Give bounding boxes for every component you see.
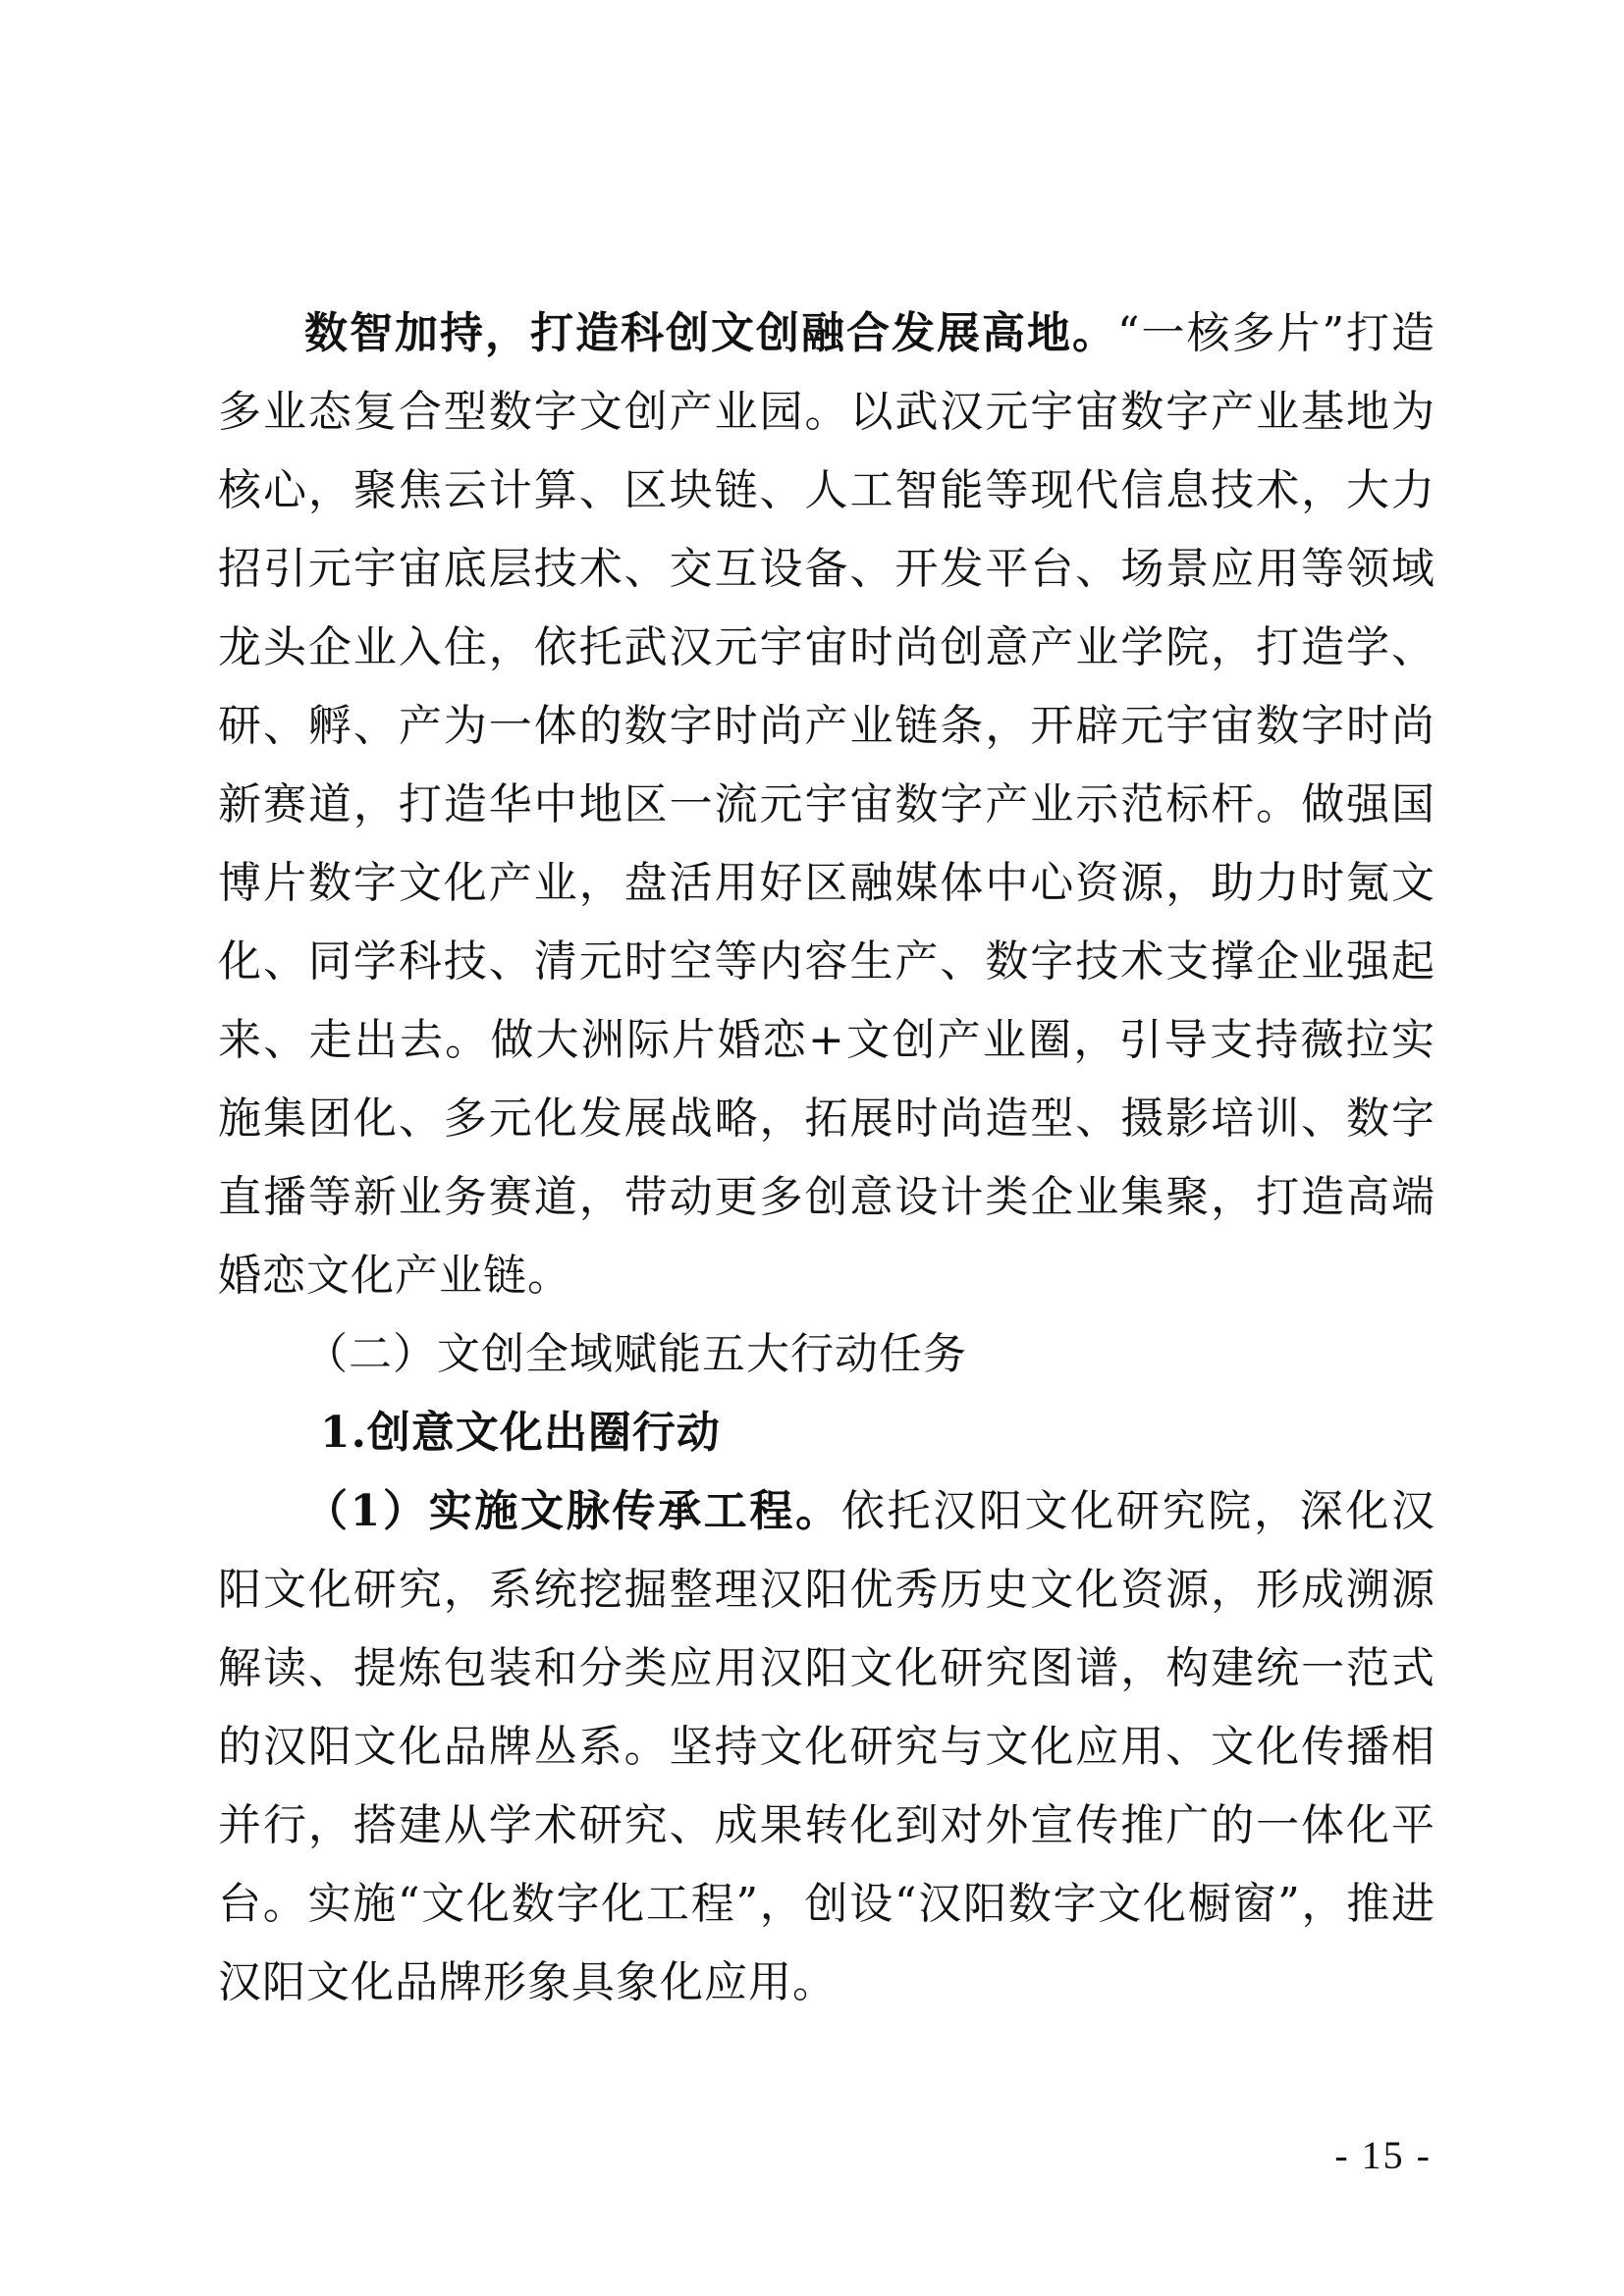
paragraph-heritage: [218, 1472, 1435, 2022]
paragraph-digital-innovation: [218, 294, 1435, 1315]
paragraph-body-digital-innovation: “一核多片”打造多业态复合型数字文创产业园。以武汉元宇宙数字产业基地为核心，聚焦云计算、区块链、人工智能等现代信息技术，大力招引元宇宙底层技术、交互设备、开发平台、场景应用等领域龙头企业入住，依托武汉元宇宙时尚创意产业学院，打造学、研、孵、产为一体的数字时尚产业链条，开辟元宇宙数字时尚新赛道，打造华中地区一流元宇宙数字产业示范标杆。做强国博片数字文化产业，盘活用好区融媒体中心资源，助力时氪文化、同学科技、清元时空等内容生产、数字技术支撑企业强起来、走出去。做大洲际片婚恋+文创产业圈，引导支持薇拉实施集团化、多元化发展战略，拓展时尚造型、摄影培训、数字直播等新业务赛道，带动更多创意设计类企业集聚，打造高端婚恋文化产业链。: [218, 308, 1435, 1301]
sub-heading: 1.创意文化出圈行动: [320, 1408, 721, 1458]
section-heading: （二）文创全域赋能五大行动任务: [304, 1329, 967, 1379]
paragraph-lead-heritage: （1）实施文脉传承工程。: [304, 1486, 841, 1536]
page-number: - 15 -: [1334, 2133, 1432, 2177]
paragraph-body-heritage: 依托汉阳文化研究院，深化汉阳文化研究，系统挖掘整理汉阳优秀历史文化资源，形成溯源解读、提炼包装和分类应用汉阳文化研究图谱，构建统一范式的汉阳文化品牌丛系。坚持文化研究与文化应用、文化传播相并行，搭建从学术研究、成果转化到对外宣传推广的一体化平台。实施“文化数字化工程”，创设“汉阳数字文化橱窗”，推进汉阳文化品牌形象具象化应用。: [218, 1486, 1435, 2007]
paragraph-lead-digital-innovation: 数智加持，打造科创文创融合发展高地。: [304, 308, 1117, 358]
page-content: [218, 294, 1435, 2022]
